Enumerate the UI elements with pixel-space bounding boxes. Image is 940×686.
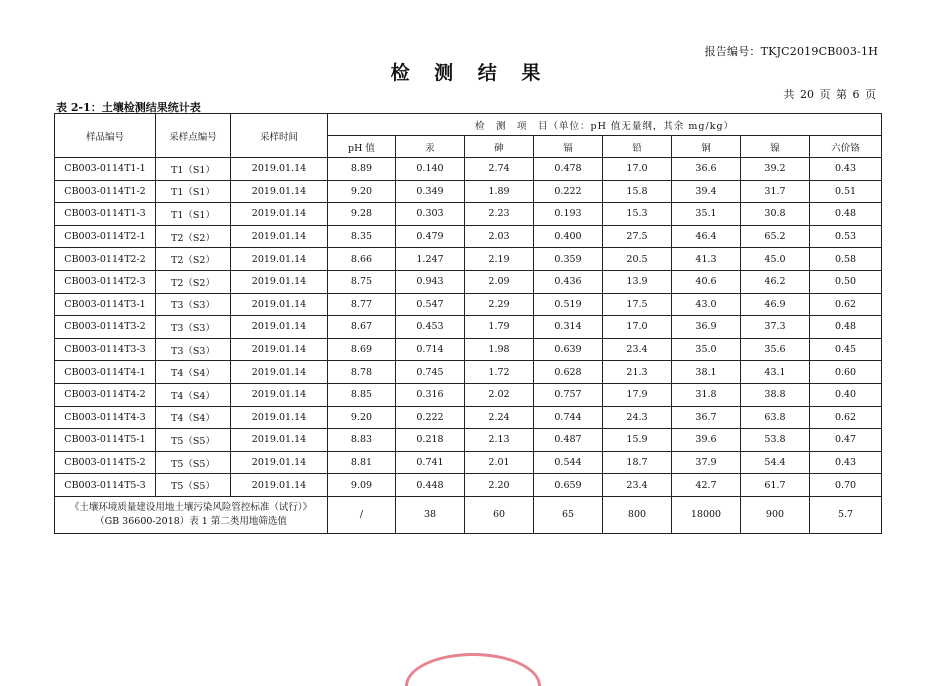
col-header-items: 检 测 项 目（单位：pH 值无量纲，其余 mg/kg）: [328, 114, 882, 136]
table-cell: 18.7: [603, 451, 672, 474]
table-cell: T4（S4）: [156, 406, 231, 429]
table-cell: 37.9: [672, 451, 741, 474]
table-cell: 0.628: [534, 361, 603, 384]
table-cell: 0.314: [534, 316, 603, 339]
table-cell: 8.75: [328, 270, 396, 293]
table-cell: T1（S1）: [156, 158, 231, 181]
table-cell: 2019.01.14: [231, 383, 328, 406]
table-cell: 9.28: [328, 203, 396, 226]
table-cell: 0.478: [534, 158, 603, 181]
table-cell: 0.436: [534, 270, 603, 293]
table-cell: 2019.01.14: [231, 338, 328, 361]
table-cell: T5（S5）: [156, 474, 231, 497]
table-cell: 63.8: [741, 406, 810, 429]
table-cell: 0.70: [810, 474, 882, 497]
table-cell: 0.53: [810, 225, 882, 248]
col-header-item: 铜: [672, 136, 741, 158]
table-cell: 2019.01.14: [231, 158, 328, 181]
standard-value: 18000: [672, 496, 741, 533]
table-cell: 2019.01.14: [231, 429, 328, 452]
soil-results-table: [54, 113, 882, 534]
table-cell: T1（S1）: [156, 203, 231, 226]
col-header-item: 镍: [741, 136, 810, 158]
col-header-item: pH 值: [328, 136, 396, 158]
cell-sample-id: CB003-0114T4-3: [55, 406, 156, 429]
table-cell: 27.5: [603, 225, 672, 248]
table-row: [55, 338, 882, 361]
table-cell: 46.4: [672, 225, 741, 248]
table-cell: 2.29: [465, 293, 534, 316]
table-cell: T2（S2）: [156, 270, 231, 293]
table-caption: 表 2-1：土壤检测结果统计表: [56, 101, 201, 114]
table-cell: 2.19: [465, 248, 534, 271]
table-cell: 0.400: [534, 225, 603, 248]
table-cell: 40.6: [672, 270, 741, 293]
table-cell: 9.09: [328, 474, 396, 497]
table-cell: 0.62: [810, 293, 882, 316]
table-row: [55, 361, 882, 384]
table-cell: 45.0: [741, 248, 810, 271]
table-cell: 8.35: [328, 225, 396, 248]
table-cell: 0.359: [534, 248, 603, 271]
table-cell: 2019.01.14: [231, 316, 328, 339]
table-cell: 17.0: [603, 316, 672, 339]
table-cell: 2.03: [465, 225, 534, 248]
table-cell: 0.218: [396, 429, 465, 452]
table-cell: 0.40: [810, 383, 882, 406]
table-cell: 46.2: [741, 270, 810, 293]
table-cell: T3（S3）: [156, 293, 231, 316]
table-row: [55, 406, 882, 429]
table-cell: 0.448: [396, 474, 465, 497]
table-row: [55, 248, 882, 271]
standard-value: 60: [465, 496, 534, 533]
table-cell: 2.20: [465, 474, 534, 497]
table-row: [55, 158, 882, 181]
table-cell: 8.85: [328, 383, 396, 406]
standard-label: [55, 496, 328, 533]
stamp-seal: [405, 653, 541, 686]
cell-sample-id: CB003-0114T5-2: [55, 451, 156, 474]
table-cell: 0.453: [396, 316, 465, 339]
table-cell: 2.13: [465, 429, 534, 452]
table-body: [55, 158, 882, 534]
table-cell: 2019.01.14: [231, 270, 328, 293]
table-cell: 2019.01.14: [231, 203, 328, 226]
standard-value: 5.7: [810, 496, 882, 533]
table-cell: 0.62: [810, 406, 882, 429]
table-cell: T5（S5）: [156, 429, 231, 452]
table-cell: 2019.01.14: [231, 180, 328, 203]
table-cell: 20.5: [603, 248, 672, 271]
col-header-item: 铅: [603, 136, 672, 158]
table-cell: 35.1: [672, 203, 741, 226]
table-cell: 0.479: [396, 225, 465, 248]
standard-value: 65: [534, 496, 603, 533]
cell-sample-id: CB003-0114T3-2: [55, 316, 156, 339]
table-cell: 9.20: [328, 406, 396, 429]
table-row: [55, 180, 882, 203]
cell-sample-id: CB003-0114T2-1: [55, 225, 156, 248]
table-cell: 0.547: [396, 293, 465, 316]
cell-sample-id: CB003-0114T2-3: [55, 270, 156, 293]
table-cell: 21.3: [603, 361, 672, 384]
table-cell: 23.4: [603, 338, 672, 361]
table-row: [55, 293, 882, 316]
table-row: [55, 429, 882, 452]
table-cell: 0.222: [396, 406, 465, 429]
table-cell: 0.519: [534, 293, 603, 316]
table-cell: 0.50: [810, 270, 882, 293]
table-cell: 0.222: [534, 180, 603, 203]
cell-sample-id: CB003-0114T4-1: [55, 361, 156, 384]
report-number: 报告编号：TKJC2019CB003-1H: [704, 45, 878, 58]
table-cell: 39.6: [672, 429, 741, 452]
table-cell: 39.4: [672, 180, 741, 203]
standard-row: [55, 496, 882, 533]
table-cell: 41.3: [672, 248, 741, 271]
table-cell: 39.2: [741, 158, 810, 181]
standard-value: 900: [741, 496, 810, 533]
cell-sample-id: CB003-0114T1-2: [55, 180, 156, 203]
table-cell: T3（S3）: [156, 316, 231, 339]
table-cell: 0.349: [396, 180, 465, 203]
table-cell: 36.9: [672, 316, 741, 339]
table-cell: 0.303: [396, 203, 465, 226]
cell-sample-id: CB003-0114T1-3: [55, 203, 156, 226]
table-cell: 31.7: [741, 180, 810, 203]
table-cell: 2.09: [465, 270, 534, 293]
table-cell: 37.3: [741, 316, 810, 339]
table-row: [55, 316, 882, 339]
table-cell: 0.48: [810, 316, 882, 339]
table-cell: 2019.01.14: [231, 361, 328, 384]
table-cell: 38.8: [741, 383, 810, 406]
table-row: [55, 203, 882, 226]
table-cell: 1.98: [465, 338, 534, 361]
table-cell: 8.69: [328, 338, 396, 361]
table-cell: 0.544: [534, 451, 603, 474]
table-cell: 17.0: [603, 158, 672, 181]
table-cell: 53.8: [741, 429, 810, 452]
col-header-point: 采样点编号: [156, 114, 231, 158]
table-cell: 42.7: [672, 474, 741, 497]
table-cell: 2.24: [465, 406, 534, 429]
table-cell: 2019.01.14: [231, 248, 328, 271]
table-cell: 0.744: [534, 406, 603, 429]
table-cell: 43.0: [672, 293, 741, 316]
standard-label-line1: 《土壤环境质量建设用地土壤污染风险管控标准（试行）》: [69, 501, 313, 513]
cell-sample-id: CB003-0114T3-1: [55, 293, 156, 316]
table-cell: 36.6: [672, 158, 741, 181]
table-cell: 54.4: [741, 451, 810, 474]
table-cell: 2.23: [465, 203, 534, 226]
table-cell: 65.2: [741, 225, 810, 248]
table-cell: T3（S3）: [156, 338, 231, 361]
table-cell: 46.9: [741, 293, 810, 316]
table-cell: 0.943: [396, 270, 465, 293]
table-cell: 2.01: [465, 451, 534, 474]
table-cell: 0.43: [810, 158, 882, 181]
table-cell: T2（S2）: [156, 248, 231, 271]
table-cell: 35.6: [741, 338, 810, 361]
table-cell: 2.02: [465, 383, 534, 406]
table-cell: 0.48: [810, 203, 882, 226]
table-cell: 17.5: [603, 293, 672, 316]
table-cell: 36.7: [672, 406, 741, 429]
standard-value: /: [328, 496, 396, 533]
table-cell: 0.43: [810, 451, 882, 474]
page-info: 共 20 页 第 6 页: [783, 88, 876, 101]
table-cell: 31.8: [672, 383, 741, 406]
table-cell: 8.89: [328, 158, 396, 181]
table-cell: 0.316: [396, 383, 465, 406]
table-cell: 2019.01.14: [231, 225, 328, 248]
table-cell: 0.741: [396, 451, 465, 474]
cell-sample-id: CB003-0114T3-3: [55, 338, 156, 361]
table-cell: T4（S4）: [156, 361, 231, 384]
table-cell: 0.47: [810, 429, 882, 452]
table-cell: 1.89: [465, 180, 534, 203]
cell-sample-id: CB003-0114T5-1: [55, 429, 156, 452]
table-row: [55, 451, 882, 474]
table-cell: 43.1: [741, 361, 810, 384]
table-cell: 8.83: [328, 429, 396, 452]
table-cell: 15.8: [603, 180, 672, 203]
table-cell: 2.74: [465, 158, 534, 181]
col-header-time: 采样时间: [231, 114, 328, 158]
col-header-sample-id: 样品编号: [55, 114, 156, 158]
table-cell: 1.247: [396, 248, 465, 271]
table-cell: 8.66: [328, 248, 396, 271]
table-row: [55, 383, 882, 406]
table-cell: 23.4: [603, 474, 672, 497]
col-header-item: 镉: [534, 136, 603, 158]
standard-label-line2: （GB 36600-2018）表 1 第二类用地筛选值: [95, 515, 287, 527]
standard-value: 38: [396, 496, 465, 533]
table-cell: 1.79: [465, 316, 534, 339]
table-cell: 0.487: [534, 429, 603, 452]
table-cell: 8.78: [328, 361, 396, 384]
table-cell: 0.140: [396, 158, 465, 181]
table-cell: 0.45: [810, 338, 882, 361]
table-cell: T1（S1）: [156, 180, 231, 203]
table-cell: 61.7: [741, 474, 810, 497]
table-cell: 2019.01.14: [231, 406, 328, 429]
standard-value: 800: [603, 496, 672, 533]
table-cell: 0.193: [534, 203, 603, 226]
page-title: 检 测 结 果: [390, 62, 550, 84]
table-cell: 24.3: [603, 406, 672, 429]
table-cell: 0.60: [810, 361, 882, 384]
table-cell: 0.745: [396, 361, 465, 384]
table-cell: 2019.01.14: [231, 451, 328, 474]
table-cell: 0.51: [810, 180, 882, 203]
table-cell: 8.67: [328, 316, 396, 339]
cell-sample-id: CB003-0114T1-1: [55, 158, 156, 181]
table-cell: 0.58: [810, 248, 882, 271]
table-cell: 8.81: [328, 451, 396, 474]
table-cell: 0.639: [534, 338, 603, 361]
table-cell: 9.20: [328, 180, 396, 203]
header-row: [55, 114, 882, 136]
table-cell: 0.659: [534, 474, 603, 497]
table-cell: T5（S5）: [156, 451, 231, 474]
table-cell: 2019.01.14: [231, 474, 328, 497]
table-cell: T2（S2）: [156, 225, 231, 248]
table-cell: 35.0: [672, 338, 741, 361]
table-cell: 13.9: [603, 270, 672, 293]
col-header-item: 砷: [465, 136, 534, 158]
table-cell: 15.9: [603, 429, 672, 452]
table-cell: T4（S4）: [156, 383, 231, 406]
cell-sample-id: CB003-0114T5-3: [55, 474, 156, 497]
table-cell: 0.757: [534, 383, 603, 406]
col-header-item: 汞: [396, 136, 465, 158]
table-row: [55, 270, 882, 293]
table-cell: 15.3: [603, 203, 672, 226]
table-cell: 38.1: [672, 361, 741, 384]
table-row: [55, 474, 882, 497]
table-cell: 8.77: [328, 293, 396, 316]
table-cell: 2019.01.14: [231, 293, 328, 316]
table-cell: 17.9: [603, 383, 672, 406]
table-cell: 30.8: [741, 203, 810, 226]
table-row: [55, 225, 882, 248]
col-header-item: 六价铬: [810, 136, 882, 158]
cell-sample-id: CB003-0114T4-2: [55, 383, 156, 406]
table-cell: 1.72: [465, 361, 534, 384]
cell-sample-id: CB003-0114T2-2: [55, 248, 156, 271]
table-cell: 0.714: [396, 338, 465, 361]
